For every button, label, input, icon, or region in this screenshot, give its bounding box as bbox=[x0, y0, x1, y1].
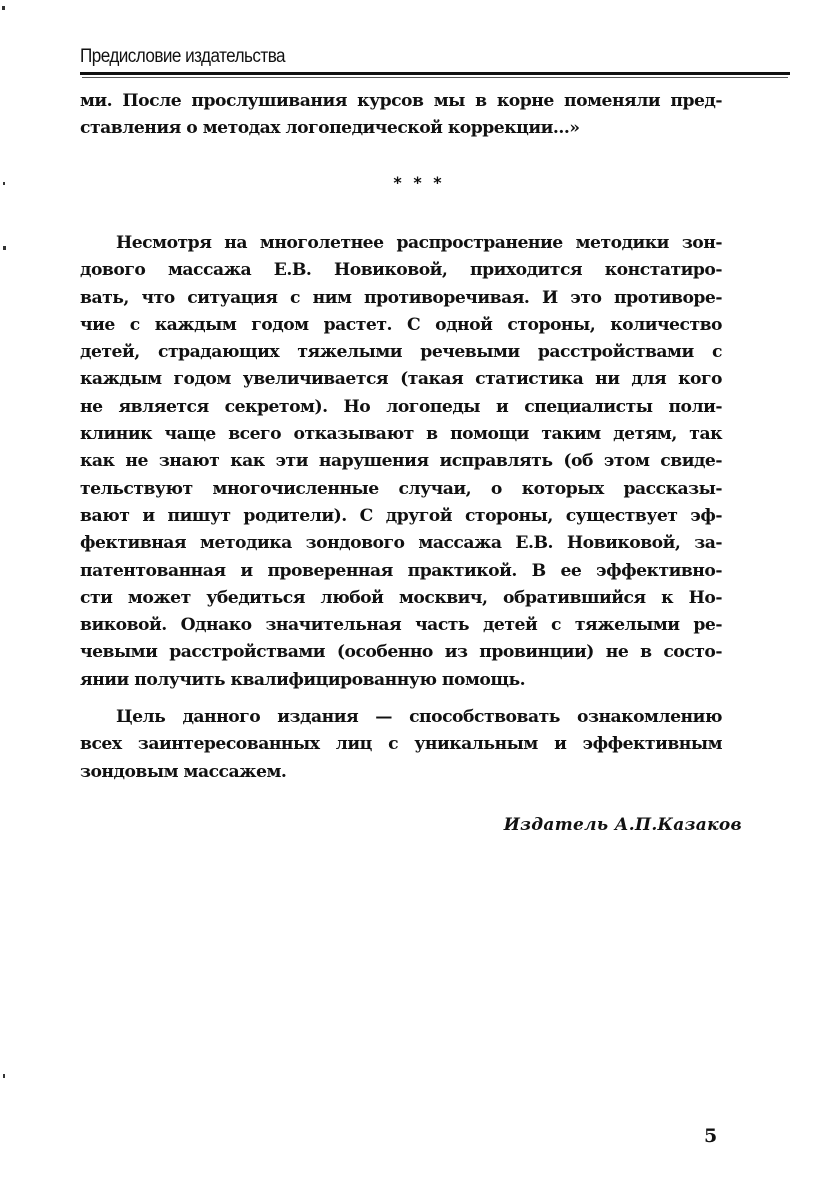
scan-speck bbox=[3, 1074, 5, 1078]
header-rule-thin bbox=[82, 77, 788, 78]
text-line: чие с каждым годом растет. С одной стороны, количество bbox=[80, 314, 722, 335]
text-line: ми. После прослушивания курсов мы в корне поменяли пред- bbox=[80, 91, 722, 111]
text-line: ставления о методах логопедической коррекции...» bbox=[80, 118, 580, 139]
scan-speck bbox=[2, 6, 5, 10]
scan-speck bbox=[3, 182, 5, 185]
lead-paragraph bbox=[80, 88, 722, 143]
header-rule-thick bbox=[80, 72, 790, 75]
text-line: тельствуют многочисленные случаи, о которых рассказы- bbox=[80, 478, 722, 499]
text-line: янии получить квалифицированную помощь. bbox=[80, 669, 526, 690]
paragraph-2 bbox=[80, 704, 722, 786]
text-line: каждым годом увеличивается (такая статистика ни для кого bbox=[80, 369, 722, 390]
scan-speck bbox=[3, 246, 6, 250]
text-line: Цель данного издания — способствовать ознакомлению bbox=[116, 707, 722, 727]
text-line: дового массажа Е.В. Новиковой, приходится констатиро- bbox=[80, 260, 722, 281]
text-line: чевыми расстройствами (особенно из провинции) не в состо- bbox=[80, 642, 722, 663]
text-line: вают и пишут родители). С другой стороны, существует эф- bbox=[80, 505, 722, 526]
text-line: сти может убедиться любой москвич, обратившийся к Но- bbox=[80, 587, 722, 608]
publisher-signature: Издатель А.П.Казаков bbox=[503, 815, 742, 835]
text-line: патентованная и проверенная практикой. В ее эффективно- bbox=[80, 560, 722, 581]
page-number: 5 bbox=[704, 1125, 718, 1147]
running-head-title: Предисловие издательства bbox=[80, 46, 286, 67]
text-line: не является секретом). Но логопеды и специалисты поли- bbox=[80, 396, 722, 417]
paragraph-1 bbox=[80, 230, 722, 694]
text-line: детей, страдающих тяжелыми речевыми расстройствами с bbox=[80, 342, 722, 363]
text-line: как не знают как эти нарушения исправлять (об этом свиде- bbox=[80, 451, 722, 472]
text-line: фективная методика зондового массажа Е.В. Новиковой, за- bbox=[80, 533, 722, 554]
text-line: зондовым массажем. bbox=[80, 761, 287, 782]
section-separator: * * * bbox=[393, 173, 445, 192]
text-line: вать, что ситуация с ним противоречивая. И это противоре- bbox=[80, 287, 722, 308]
text-line: Несмотря на многолетнее распространение методики зон- bbox=[116, 233, 722, 253]
text-line: виковой. Однако значительная часть детей с тяжелыми ре- bbox=[80, 615, 722, 636]
text-line: всех заинтересованных лиц с уникальным и эффективным bbox=[80, 734, 722, 755]
text-line: клиник чаще всего отказывают в помощи таким детям, так bbox=[80, 424, 722, 445]
